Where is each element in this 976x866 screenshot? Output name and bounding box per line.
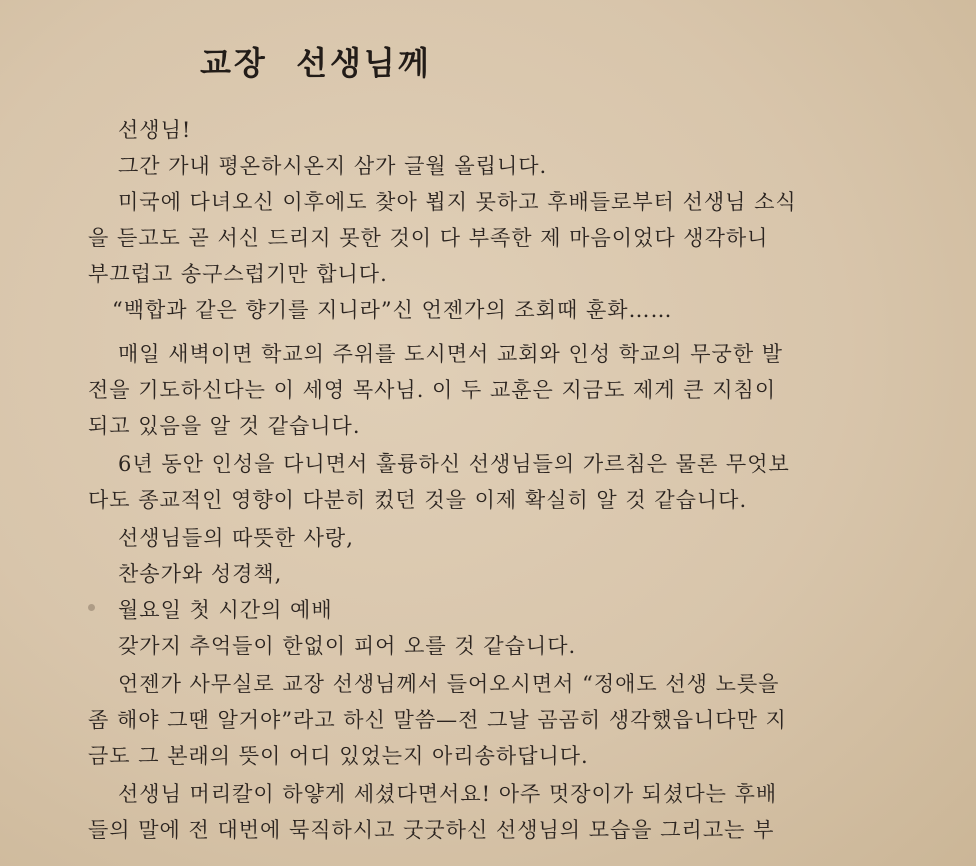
text-line: 그간 가내 평온하시온지 삼가 글월 올립니다. — [118, 154, 548, 178]
text-line: 미국에 다녀오신 이후에도 찾아 뵙지 못하고 후배들로부터 선생님 소식 — [118, 190, 797, 214]
text-line: 을 듣고도 곧 서신 드리지 못한 것이 다 부족한 제 마음이었다 생각하니 — [88, 226, 769, 250]
text-line: 선생님 머리칼이 하얗게 세셨다면서요! 아주 멋장이가 되셨다는 후배 — [118, 782, 778, 806]
text-line: 6년 동안 인성을 다니면서 훌륭하신 선생님들의 가르침은 물론 무엇보 — [118, 452, 790, 476]
text-line: 전을 기도하신다는 이 세영 목사님. 이 두 교훈은 지금도 제게 큰 지침이 — [88, 378, 777, 402]
text-line: 좀 해야 그땐 알거야”라고 하신 말씀—전 그날 곰곰히 생각했읍니다만 지 — [88, 708, 787, 732]
text-line: 다도 종교적인 영향이 다분히 컸던 것을 이제 확실히 알 것 같습니다. — [88, 488, 748, 512]
text-line: 매일 새벽이면 학교의 주위를 도시면서 교회와 인성 학교의 무궁한 발 — [118, 342, 784, 366]
text-line: 언젠가 사무실로 교장 선생님께서 들어오시면서 “정애도 선생 노릇을 — [118, 672, 780, 696]
text-line: 되고 있음을 알 것 같습니다. — [88, 414, 361, 438]
text-line: 금도 그 본래의 뜻이 어디 있었는지 아리송하답니다. — [88, 744, 589, 768]
text-line: 월요일 첫 시간의 예배 — [118, 598, 333, 622]
text-line: 부끄럽고 송구스럽기만 합니다. — [88, 262, 388, 286]
letter-title: 교장 선생님께 — [200, 44, 432, 82]
text-line: 갖가지 추억들이 한없이 피어 오를 것 같습니다. — [118, 634, 577, 658]
paper-spot — [88, 604, 95, 611]
text-line: 선생님들의 따뜻한 사랑, — [118, 526, 354, 550]
text-line: “백합과 같은 향기를 지니라”신 언젠가의 조회때 훈화…… — [112, 298, 673, 322]
text-line: 선생님! — [118, 118, 192, 142]
text-line: 들의 말에 전 대번에 묵직하시고 굿굿하신 선생님의 모습을 그리고는 부 — [88, 818, 775, 842]
text-line: 찬송가와 성경책, — [118, 562, 283, 586]
